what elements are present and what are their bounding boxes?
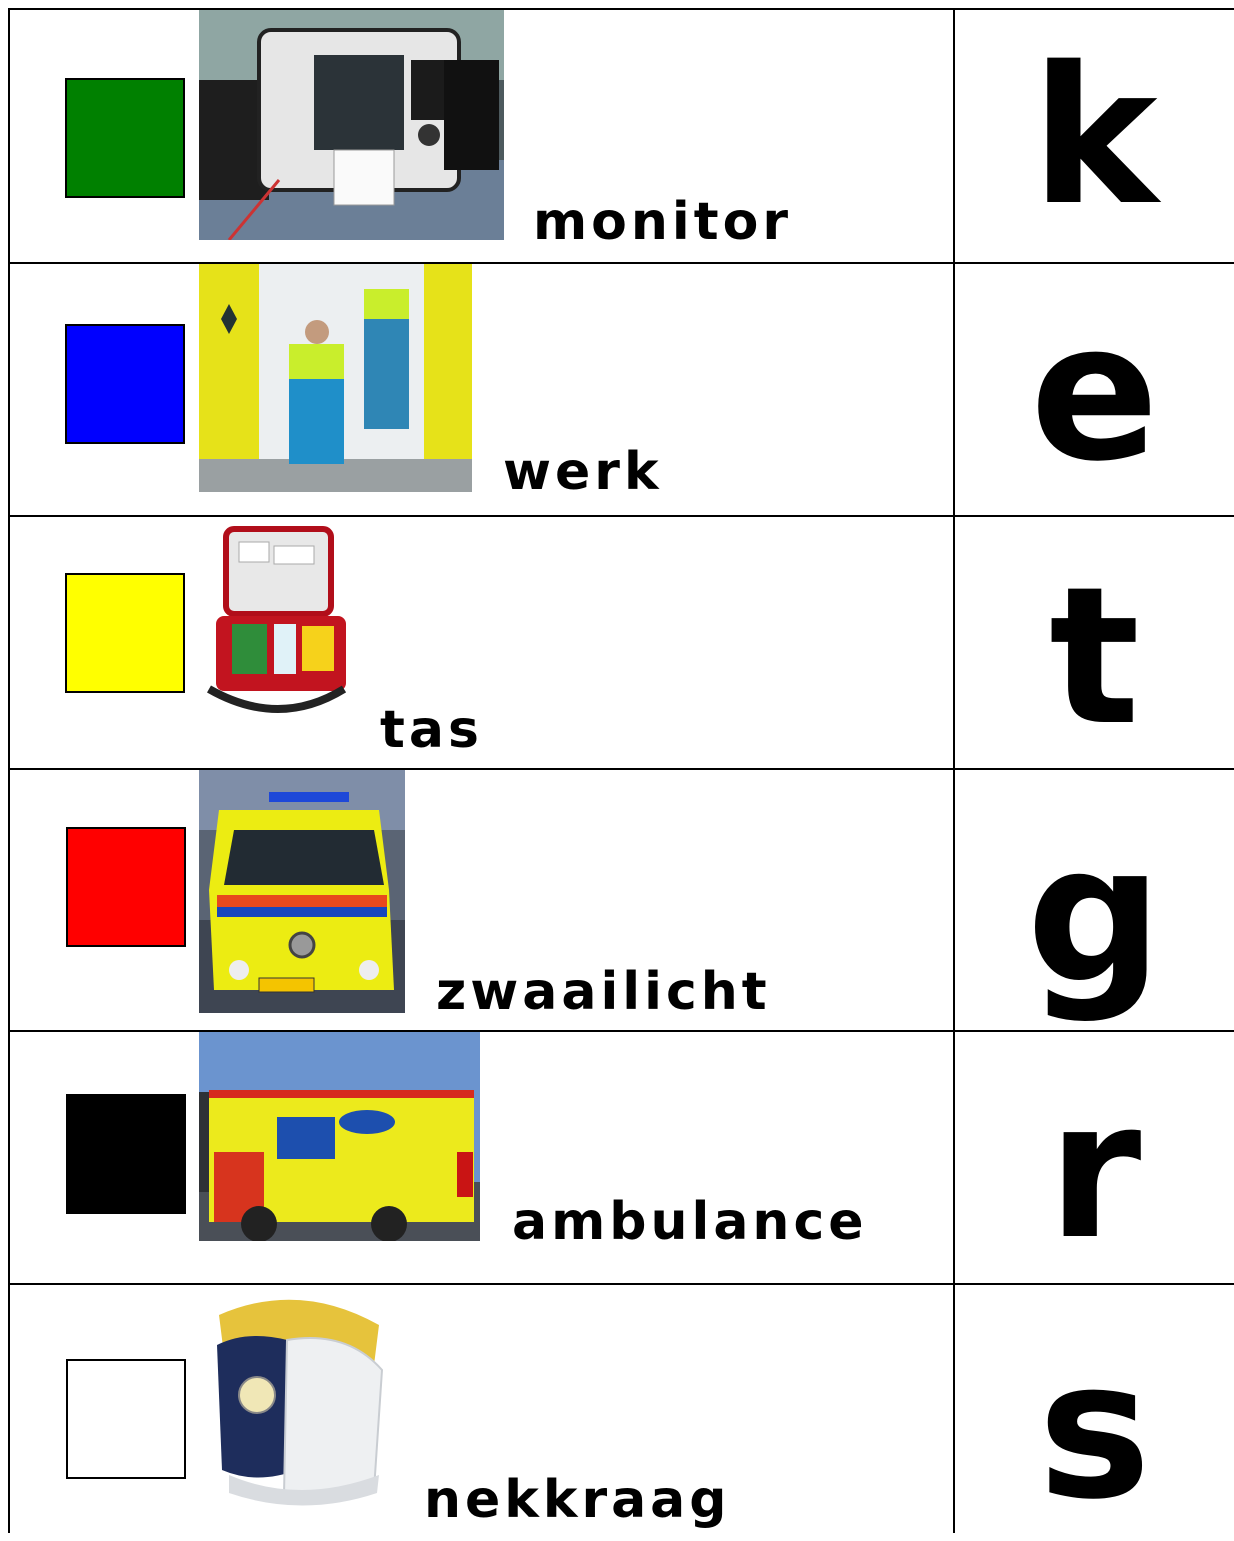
medical-bag-photo <box>204 524 349 734</box>
letter-card: t <box>1049 546 1140 767</box>
grid-line <box>8 515 1234 517</box>
color-swatch-yellow <box>65 573 185 693</box>
letter-card: e <box>1030 282 1159 503</box>
grid-line <box>8 262 1234 264</box>
word-label: zwaailicht <box>436 962 771 1022</box>
word-label: werk <box>503 442 663 502</box>
word-label: tas <box>380 700 483 760</box>
color-swatch-green <box>65 78 185 198</box>
grid-line <box>8 768 1234 770</box>
color-swatch-red <box>66 827 186 947</box>
grid-line <box>8 8 10 1533</box>
color-swatch-black <box>66 1094 186 1214</box>
color-swatch-white <box>66 1359 186 1479</box>
grid-line <box>953 8 955 1533</box>
grid-line <box>8 1030 1234 1032</box>
letter-card: g <box>1026 804 1163 1025</box>
letter-card: s <box>1037 1320 1152 1541</box>
monitor-photo <box>199 10 504 240</box>
grid-line <box>8 1283 1234 1285</box>
ambulance-front-photo <box>199 770 405 1013</box>
paramedics-photo <box>199 264 472 492</box>
letter-card: k <box>1031 26 1158 247</box>
ambulance-side-photo <box>199 1032 480 1241</box>
color-swatch-blue <box>65 324 185 444</box>
neck-collar-photo <box>209 1285 391 1507</box>
letter-card: r <box>1047 1060 1142 1281</box>
grid-line <box>8 8 1234 10</box>
word-label: monitor <box>533 192 792 252</box>
word-label: ambulance <box>512 1192 868 1252</box>
word-label: nekkraag <box>424 1470 731 1530</box>
